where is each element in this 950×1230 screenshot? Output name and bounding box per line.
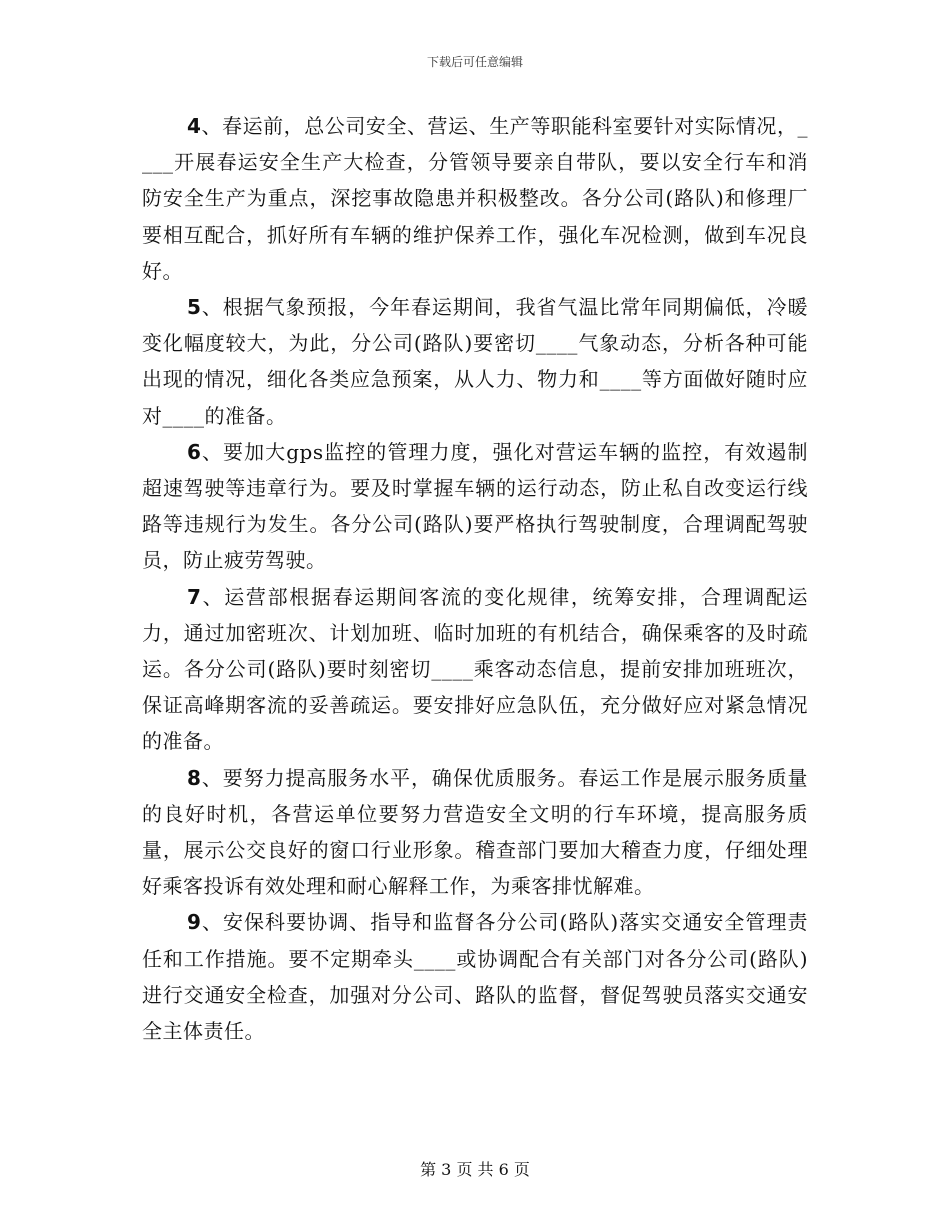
- paragraph-8: [142, 760, 808, 905]
- paragraph-text: 、要努力提高服务水平，确保优质服务。春运工作是展示服务质量的良好时机，各营运单位要努力营造安全文明的行车环境，提高服务质量，展示公交良好的窗口行业形象。稽查部门要加大稽查力度，仔细处理好乘客投诉有效处理和耐心解释工作，为乘客排忧解难。: [142, 765, 808, 899]
- document-body: [142, 108, 808, 1049]
- paragraph-number: 6: [187, 439, 202, 464]
- paragraph-number: 4: [187, 114, 202, 138]
- paragraph-number: 7: [187, 584, 202, 609]
- page-header: 下载后可任意编辑: [426, 55, 523, 69]
- paragraph-number: 9: [187, 910, 202, 935]
- paragraph-number: 5: [187, 295, 202, 320]
- paragraph-text: 、要加大gps监控的管理力度，强化对营运车辆的监控，有效遏制超速驾驶等违章行为。要及时掌握车辆的运行动态，防止私自改变运行线路等违规行为发生。各分公司(路队)要严格执行驾驶制度，合理调配驾驶员，防止疲劳驾驶。: [142, 439, 808, 573]
- paragraph-text: 、运营部根据春运期间客流的变化规律，统筹安排，合理调配运力，通过加密班次、计划加班、临时加班的有机结合，确保乘客的及时疏运。各分公司(路队)要时刻密切____乘客动态信息，提前安排加班班次，保证高峰期客流的妥善疏运。要安排好应急队伍，充分做好应对紧急情况的准备。: [142, 584, 808, 754]
- paragraph-text: 、春运前，总公司安全、营运、生产等职能科室要针对实际情况，____开展春运安全生产大检查，分管领导要亲自带队，要以安全行车和消防安全生产为重点，深挖事故隐患并积极整改。各分公司(路队)和修理厂要相互配合，抓好所有车辆的维护保养工作，强化车况检测，做到车况良好。: [142, 114, 808, 283]
- paragraph-6: [142, 434, 808, 579]
- paragraph-4: [142, 108, 808, 289]
- paragraph-text: 、安保科要协调、指导和监督各分公司(路队)落实交通安全管理责任和工作措施。要不定期牵头____或协调配合有关部门对各分公司(路队)进行交通安全检查，加强对分公司、路队的监督，督促驾驶员落实交通安全主体责任。: [142, 910, 808, 1044]
- paragraph-number: 8: [187, 765, 202, 790]
- paragraph-7: [142, 579, 808, 760]
- paragraph-9: [142, 904, 808, 1049]
- paragraph-text: 、根据气象预报，今年春运期间，我省气温比常年同期偏低，冷暖变化幅度较大，为此，分公司(路队)要密切____气象动态，分析各种可能出现的情况，细化各类应急预案，从人力、物力和____等方面做好随时应对____的准备。: [142, 295, 808, 428]
- paragraph-5: [142, 289, 808, 434]
- page-footer: 第 3 页 共 6 页: [420, 1160, 530, 1179]
